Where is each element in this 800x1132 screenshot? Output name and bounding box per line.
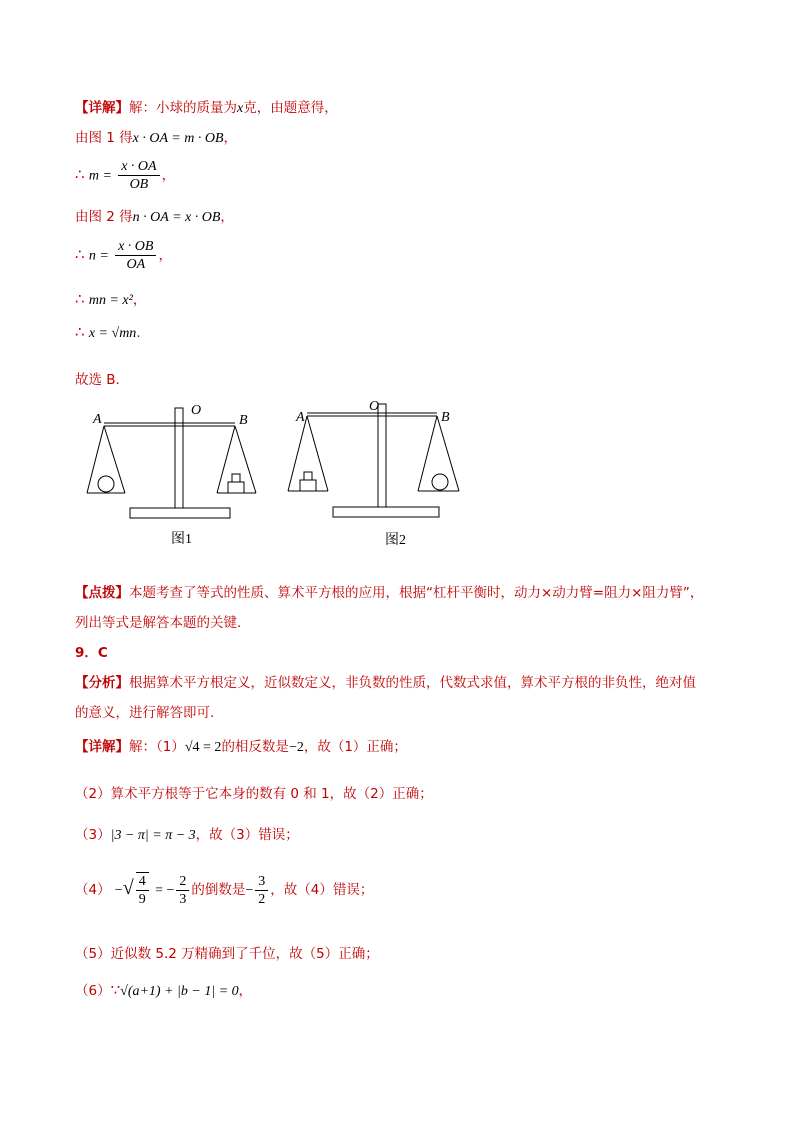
n-numerator: x · OB: [115, 238, 156, 256]
therefore-symbol: ∴: [75, 165, 85, 184]
period: .: [136, 325, 141, 341]
fig2-equation: n · OA = x · OB: [132, 210, 221, 225]
detail-line-5: [75, 944, 379, 964]
item-2-text: （2）算术平方根等于它本身的数有 0 和 1，故（2）正确；: [75, 786, 433, 802]
analysis-line-2: [75, 703, 214, 723]
fraction-denominator-2: 2: [258, 891, 266, 907]
analysis-text-2: 的意义，进行解答即可.: [75, 705, 215, 721]
because-symbol: ∵: [110, 981, 121, 999]
m-numerator: x · OA: [118, 158, 159, 176]
item-3-verdict: ，故（3）错误；: [195, 827, 299, 843]
comma: ，: [161, 167, 176, 184]
therefore-symbol: ∴: [75, 290, 85, 308]
note-text-1: 本题考查了等式的性质、算术平方根的应用，根据“杠杆平衡时，动力×动力臂=阻力×阻力臂”，: [129, 585, 704, 601]
minus-sign: −: [114, 883, 123, 898]
detail-tag: 【详解】: [75, 100, 129, 116]
detail-tag-2: 【详解】: [75, 739, 129, 755]
item-1-label: 解：（1）: [129, 739, 185, 755]
analysis-tag: 【分析】: [75, 675, 129, 691]
n-lhs: n =: [88, 248, 109, 264]
therefore-symbol: ∴: [75, 245, 85, 264]
fig1-equation: x · OA = m · OB: [132, 131, 224, 146]
item-5-text: （5）近似数 5.2 万精确到了千位，故（5）正确；: [75, 946, 379, 962]
intro-text-end: 克，由题意得，: [243, 100, 338, 116]
item-1-verdict: ，故（1）正确；: [303, 739, 407, 755]
q9-label: 9．C: [75, 645, 108, 661]
sqrt-fraction: [136, 872, 149, 908]
answer-text: 故选 B.: [75, 372, 120, 388]
caption-fig2: 图2: [385, 533, 406, 548]
minus-sign-2: −: [245, 883, 254, 898]
note-text-2: 列出等式是解答本题的关键.: [75, 615, 242, 631]
comma: ，: [238, 983, 253, 999]
equals-minus: = −: [155, 883, 175, 898]
comma: ，: [158, 247, 172, 264]
mn-equation: mn = x²: [88, 293, 133, 308]
analysis-line-1: [75, 673, 696, 693]
detail-line-6: [75, 980, 252, 1002]
fraction-denominator: 3: [179, 891, 187, 907]
mn-line: [75, 289, 146, 311]
n-fraction: [115, 238, 156, 273]
item-3-label: （3）: [75, 827, 111, 843]
caption-fig1: 图1: [171, 532, 192, 547]
figure-2: [288, 404, 459, 517]
x-equation: x = √mn: [88, 326, 137, 341]
item-1-text: 的相反数是: [221, 739, 289, 755]
abs-equation: |3 − π| = π − 3: [110, 828, 196, 843]
fraction-numerator: 2: [176, 873, 189, 891]
label-A-fig2: A: [296, 410, 305, 425]
label-O-fig1: O: [191, 403, 202, 418]
question-9-answer: [75, 643, 108, 663]
neg-two: −2: [288, 740, 304, 755]
fig1-text: 由图 1 得: [75, 130, 133, 146]
fraction-numerator-2: 3: [255, 873, 268, 891]
detail-line-1: [75, 737, 407, 758]
note-line-1: [75, 583, 703, 603]
m-fraction: [118, 158, 159, 193]
answer-line: [75, 370, 120, 390]
fraction-3-2: [255, 873, 268, 908]
analysis-text-1: 根据算术平方根定义，近似数定义，非负数的性质，代数式求值，算术平方根的非负性，绝对值: [129, 675, 696, 691]
item-4-verdict: ，故（4）错误；: [270, 882, 374, 898]
fraction-2-3: [176, 873, 189, 908]
comma: ，: [223, 130, 238, 146]
n-expression-line: [75, 238, 172, 273]
comma: ，: [220, 209, 234, 225]
item-6-label: （6）: [75, 983, 111, 999]
intro-text: 解：小球的质量为: [129, 100, 237, 116]
m-lhs: m =: [88, 168, 112, 184]
detail-line-2: [75, 784, 433, 804]
comma: ，: [132, 292, 147, 308]
note-tag: 【点拨】: [75, 585, 129, 601]
solution-intro-line: [75, 98, 338, 119]
label-B-fig1: B: [239, 413, 248, 428]
fig2-text: 由图 2 得: [75, 209, 133, 225]
sqrt-icon: √: [122, 877, 134, 899]
detail-line-4: [75, 872, 373, 908]
sqrt-numerator: 4: [136, 873, 149, 891]
m-denominator: OB: [129, 177, 149, 192]
reciprocal-text: 的倒数是: [191, 882, 246, 898]
figure-1: [87, 408, 256, 518]
balance-figures: [85, 398, 485, 558]
n-denominator: OA: [126, 257, 146, 272]
equation-fig1-line: [75, 128, 237, 149]
sqrt-denominator: 9: [138, 892, 146, 907]
label-A-fig1: A: [93, 412, 102, 427]
var-x: x: [237, 101, 244, 116]
label-B-fig2: B: [441, 410, 450, 425]
sqrt4-equation: √4 = 2: [184, 740, 222, 755]
therefore-symbol: ∴: [75, 323, 85, 341]
item-4-label: （4）: [75, 882, 111, 898]
m-expression-line: [75, 158, 175, 193]
detail-line-3: [75, 825, 299, 846]
note-line-2: [75, 613, 241, 633]
x-result-line: [75, 322, 141, 344]
equation-fig2-line: [75, 207, 234, 228]
label-O-fig2: O: [369, 399, 380, 414]
nonneg-equation: √(a+1) + |b − 1| = 0: [120, 984, 239, 999]
